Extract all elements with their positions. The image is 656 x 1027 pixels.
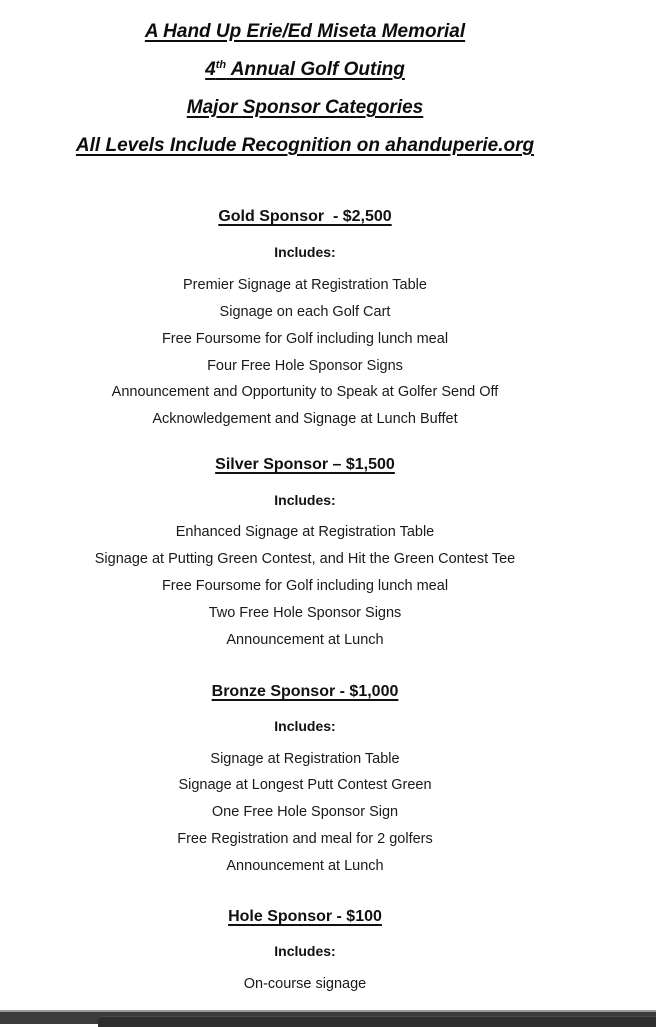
hole-includes-label: Includes: bbox=[274, 943, 336, 959]
golf-outing-text: Annual Golf Outing bbox=[226, 59, 405, 80]
gold-item: Premier Signage at Registration Table bbox=[183, 277, 427, 293]
gold-item: Acknowledgement and Signage at Lunch Buffet bbox=[152, 411, 458, 427]
silver-includes-label: Includes: bbox=[274, 492, 336, 508]
bronze-includes-label: Includes: bbox=[274, 718, 336, 734]
bronze-item: Signage at Longest Putt Contest Green bbox=[178, 777, 432, 793]
ordinal-number: 4 bbox=[205, 59, 216, 80]
header-title-sponsor-categories: Major Sponsor Categories bbox=[186, 97, 424, 118]
header-title-recognition: All Levels Include Recognition on ahanduperie.org bbox=[75, 135, 535, 156]
bronze-item: One Free Hole Sponsor Sign bbox=[211, 804, 399, 820]
gold-item: Announcement and Opportunity to Speak at Golfer Send Off bbox=[111, 384, 499, 400]
viewer-bottom-bar bbox=[0, 1010, 656, 1024]
silver-item: Free Foursome for Golf including lunch meal bbox=[161, 578, 449, 594]
bronze-item: Signage at Registration Table bbox=[210, 751, 400, 767]
bronze-sponsor-title: Bronze Sponsor - $1,000 bbox=[211, 683, 399, 700]
header-title-golf-outing bbox=[0, 59, 610, 81]
hole-item: On-course signage bbox=[243, 976, 367, 992]
gold-includes-label: Includes: bbox=[274, 244, 336, 260]
gold-item: Signage on each Golf Cart bbox=[219, 304, 391, 320]
header-title-memorial: A Hand Up Erie/Ed Miseta Memorial bbox=[144, 21, 466, 42]
ordinal-suffix: th bbox=[215, 59, 227, 71]
silver-item: Enhanced Signage at Registration Table bbox=[175, 524, 435, 540]
silver-item: Two Free Hole Sponsor Signs bbox=[208, 605, 402, 621]
gold-item: Four Free Hole Sponsor Signs bbox=[207, 358, 403, 374]
silver-sponsor-title: Silver Sponsor – $1,500 bbox=[215, 456, 395, 473]
bronze-item: Announcement at Lunch bbox=[226, 858, 384, 874]
gold-item: Free Foursome for Golf including lunch meal bbox=[161, 331, 449, 347]
gold-sponsor-title: Gold Sponsor - $2,500 bbox=[218, 208, 392, 225]
bronze-item: Free Registration and meal for 2 golfers bbox=[177, 831, 433, 847]
silver-item: Announcement at Lunch bbox=[226, 632, 384, 648]
viewer-bottom-panel bbox=[98, 1016, 656, 1027]
hole-sponsor-title: Hole Sponsor - $100 bbox=[228, 908, 382, 925]
silver-item: Signage at Putting Green Contest, and Hit the Green Contest Tee bbox=[94, 551, 516, 567]
